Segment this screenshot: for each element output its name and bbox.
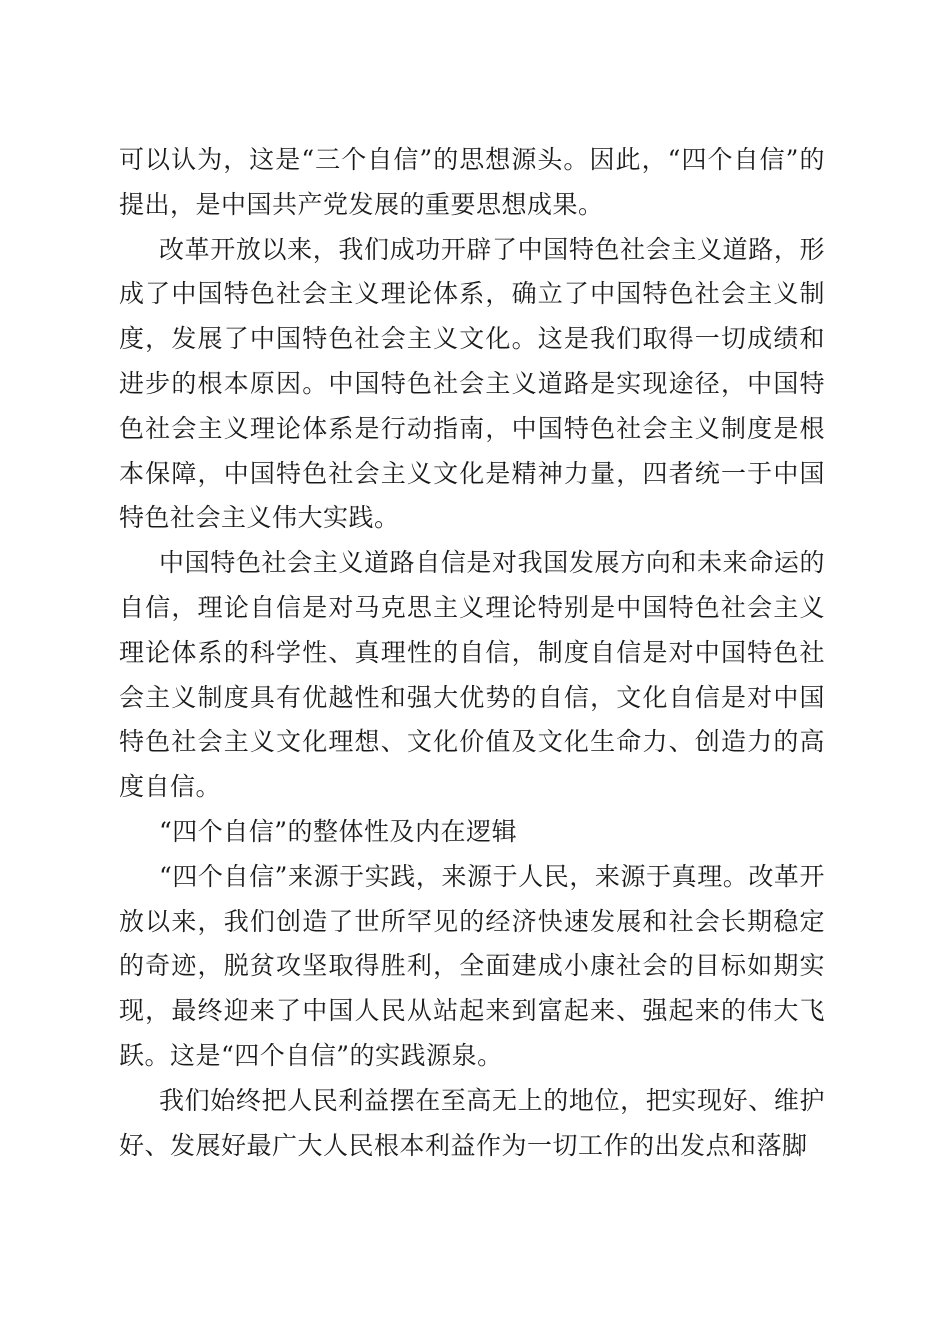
paragraph-4: “四个自信”来源于实践，来源于人民，来源于真理。改革开放以来，我们创造了世所罕见的经济快速发展和社会长期稳定的奇迹，脱贫攻坚取得胜利，全面建成小康社会的目标如期实现，最终迎来了中国人民从站起来到富起来、强起来的伟大飞跃。这是“四个自信”的实践源泉。 — [119, 861, 825, 1070]
paragraph-3: 中国特色社会主义道路自信是对我国发展方向和未来命运的自信，理论自信是对马克思主义理论特别是中国特色社会主义理论体系的科学性、真理性的自信，制度自信是对中国特色社会主义制度具有优越性和强大优势的自信，文化自信是对中国特色社会主义文化理想、文化价值及文化生命力、创造力的高度自信。 — [119, 548, 825, 802]
paragraph-1: 可以认为，这是“三个自信”的思想源头。因此，“四个自信”的提出，是中国共产党发展的重要思想成果。 — [119, 145, 825, 219]
body-text — [119, 138, 825, 1168]
paragraph-2: 改革开放以来，我们成功开辟了中国特色社会主义道路，形成了中国特色社会主义理论体系，确立了中国特色社会主义制度，发展了中国特色社会主义文化。这是我们取得一切成绩和进步的根本原因。中国特色社会主义道路是实现途径，中国特色社会主义理论体系是行动指南，中国特色社会主义制度是根本保障，中国特色社会主义文化是精神力量，四者统一于中国特色社会主义伟大实践。 — [119, 234, 825, 533]
paragraph-5: 我们始终把人民利益摆在至高无上的地位，把实现好、维护好、发展好最广大人民根本利益作为一切工作的出发点和落脚 — [119, 1085, 825, 1160]
section-heading: “四个自信”的整体性及内在逻辑 — [159, 816, 518, 846]
